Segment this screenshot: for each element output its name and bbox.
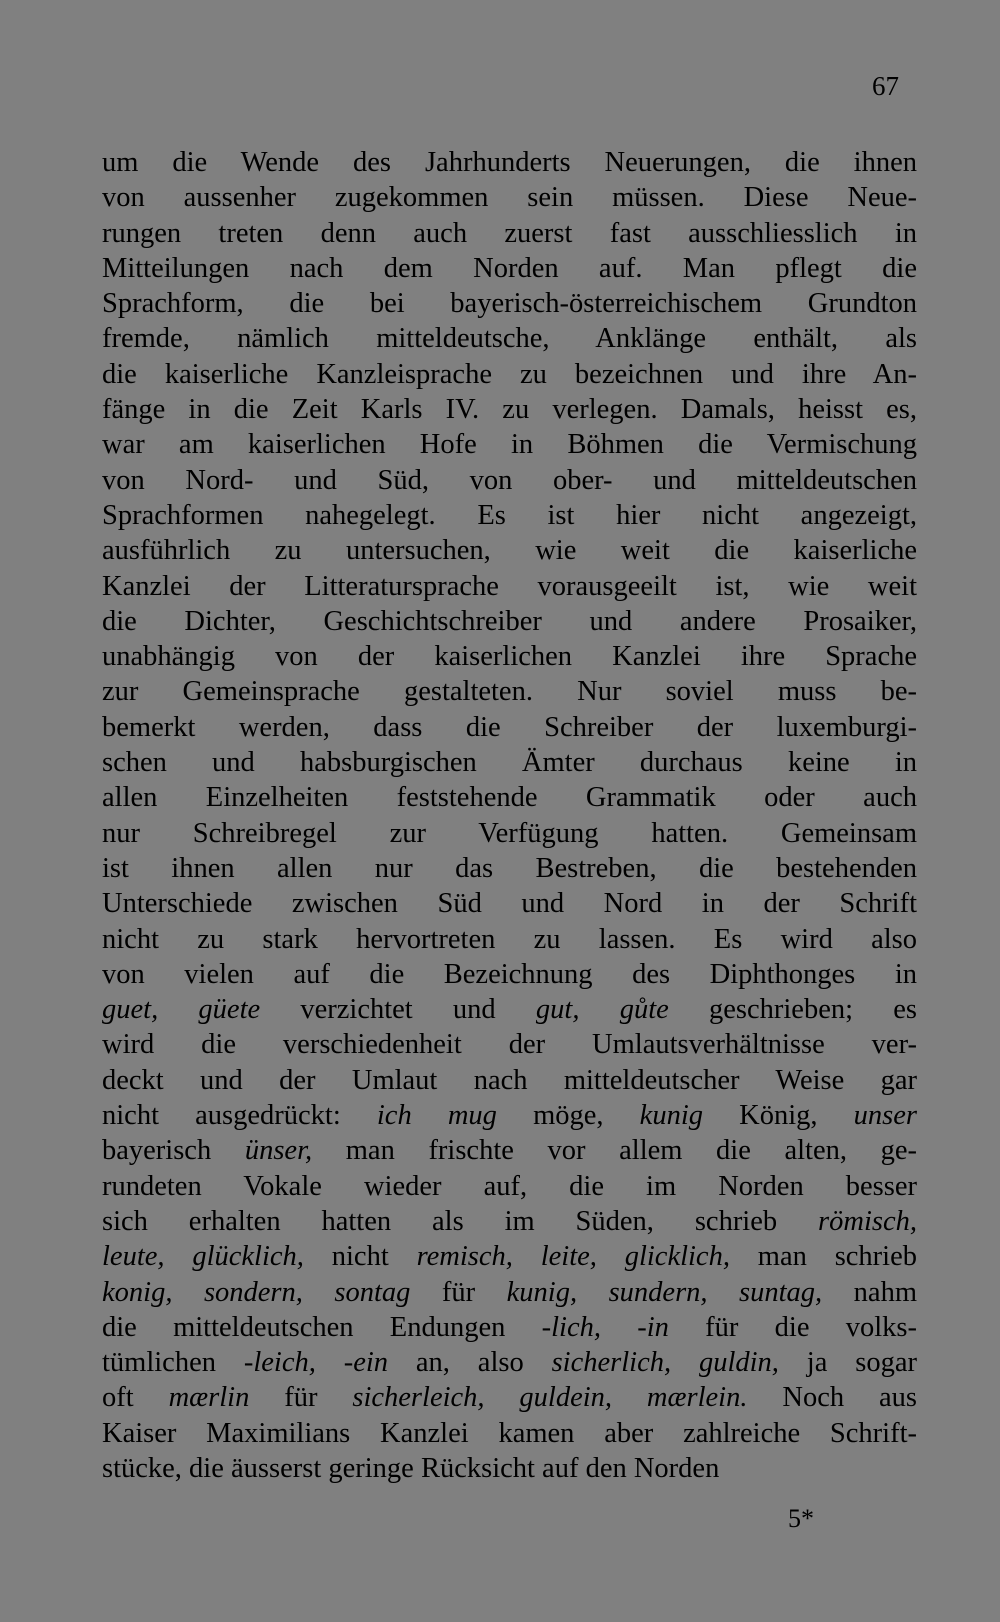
text-line [102,710,917,745]
text-run: tümlichen [102,1347,244,1379]
text-run: geschrieben; es [668,994,917,1026]
signature-mark: 5* [788,1504,814,1533]
text-line [102,1416,917,1451]
text-line [102,816,917,851]
text-line [102,851,917,886]
text-run: ja sogar [778,1347,917,1379]
text-run: die Dichter, Geschichtschreiber und andere Prosaiker, [102,605,917,637]
text-line [102,1098,917,1133]
text-run: nicht [303,1241,417,1273]
text-run: um die Wende des Jahrhunderts Neuerungen, die ihnen [102,147,917,178]
italic-word-form: ich mug [376,1100,497,1132]
text-run: ist ihnen allen nur das Bestreben, die bestehenden [102,852,917,884]
text-line [102,533,917,568]
text-run: die kaiserliche Kanzleisprache zu bezeichnen und ihre An- [102,358,917,390]
text-line [102,1204,917,1239]
text-line [102,392,917,427]
text-run: für die volks- [668,1311,917,1343]
text-run: König, [703,1100,854,1132]
text-run: wird die verschiedenheit der Umlautsverhältnisse ver- [102,1029,917,1061]
italic-word-form: sicherlich, guldin, [551,1347,779,1379]
text-run: man schrieb [729,1241,917,1273]
body-text [102,145,917,1486]
text-line [102,1310,917,1345]
text-line [102,1451,917,1486]
text-line [102,992,917,1027]
italic-word-form: gut, gůte [535,994,669,1026]
text-line [102,886,917,921]
text-run: bayerisch [102,1135,245,1167]
italic-word-form: -lich, -in [541,1311,669,1343]
text-run: oft [102,1382,169,1414]
text-line [102,1345,917,1380]
text-run: man frischte vor allem die alten, ge- [312,1135,918,1167]
text-run: für [249,1382,353,1414]
text-run: nicht ausgedrückt: [102,1100,377,1132]
text-run: Kanzlei der Litteratursprache vorausgeeilt ist, wie weit [102,570,917,602]
text-run: rundeten Vokale wieder auf, die im Norden besser [102,1170,917,1202]
text-run: zur Gemeinsprache gestalteten. Nur soviel muss be- [102,676,917,708]
text-run: war am kaiserlichen Hofe in Böhmen die Vermischung [102,429,917,461]
italic-word-form: mærlin [168,1382,250,1414]
italic-word-form: remisch, leite, glicklich, [416,1241,730,1273]
text-run: unabhängig von der kaiserlichen Kanzlei ihre Sprache [102,641,917,673]
text-run: nahm [822,1276,917,1308]
text-run: von aussenher zugekommen sein müssen. Diese Neue- [102,182,917,214]
text-run: Unterschiede zwischen Süd und Nord in der Schrift [102,888,917,920]
text-line [102,745,917,780]
text-line [102,1275,917,1310]
text-line [102,604,917,639]
text-line [102,463,917,498]
text-run: an, also [388,1347,552,1379]
text-line [102,427,917,462]
page-number: 67 [872,71,899,101]
text-run: stücke, die äusserst geringe Rücksicht auf den Norden [102,1452,720,1484]
text-line [102,498,917,533]
text-line [102,1027,917,1062]
text-run: Mitteilungen nach dem Norden auf. Man pflegt die [102,252,917,284]
text-line [102,1133,917,1168]
text-line [102,321,917,356]
text-line [102,357,917,392]
italic-word-form: sicherleich, guldein, mærlein. [352,1382,748,1414]
text-run: Kaiser Maximilians Kanzlei kamen aber zahlreiche Schrift- [102,1417,917,1449]
text-run: nicht zu stark hervortreten zu lassen. Es wird also [102,923,917,955]
italic-word-form: unser [853,1100,917,1132]
text-line [102,674,917,709]
text-line [102,922,917,957]
text-line [102,1380,917,1415]
text-line [102,216,917,251]
italic-word-form: kunig, sundern, suntag, [506,1276,823,1308]
text-run: allen Einzelheiten feststehende Grammatik oder auch [102,782,917,814]
italic-word-form: ünser, [244,1135,313,1167]
text-line [102,180,917,215]
text-run: rungen treten denn auch zuerst fast ausschliesslich in [102,217,917,249]
italic-word-form: römisch, [818,1205,917,1237]
text-run: für [410,1276,507,1308]
text-line [102,569,917,604]
italic-word-form: -leich, -ein [243,1347,389,1379]
text-run: die mitteldeutschen Endungen [102,1311,542,1343]
text-run: deckt und der Umlaut nach mitteldeutscher Weise gar [102,1064,917,1096]
italic-word-form: leute, glücklich, [102,1241,304,1273]
text-run: fänge in die Zeit Karls IV. zu verlegen. Damals, heisst es, [102,394,917,426]
text-line [102,286,917,321]
text-run: nur Schreibregel zur Verfügung hatten. Gemeinsam [102,817,917,849]
text-run: sich erhalten hatten als im Süden, schrieb [102,1205,819,1237]
text-run: Sprachform, die bei bayerisch-österreichischem Grundton [102,288,917,320]
text-run: Noch aus [747,1382,917,1414]
text-line [102,639,917,674]
text-run: Sprachformen nahegelegt. Es ist hier nicht angezeigt, [102,499,917,531]
text-line [102,780,917,815]
italic-word-form: kunig [639,1100,703,1132]
text-run: von vielen auf die Bezeichnung des Diphthonges in [102,958,917,990]
text-line [102,957,917,992]
text-run: verzichtet und [260,994,536,1026]
text-run: bemerkt werden, dass die Schreiber der luxemburgi- [102,711,917,743]
text-line [102,145,917,180]
text-line [102,1063,917,1098]
text-run: von Nord- und Süd, von ober- und mitteldeutschen [102,464,917,496]
italic-word-form: konig, sondern, sontag [102,1276,411,1308]
text-run: möge, [496,1100,640,1132]
text-run: fremde, nämlich mitteldeutsche, Anklänge enthält, als [102,323,917,355]
italic-word-form: guet, güete [102,994,261,1026]
text-run: ausführlich zu untersuchen, wie weit die kaiserliche [102,535,917,567]
text-line [102,1239,917,1274]
text-line [102,1169,917,1204]
text-line [102,251,917,286]
text-run: schen und habsburgischen Ämter durchaus keine in [102,747,917,779]
